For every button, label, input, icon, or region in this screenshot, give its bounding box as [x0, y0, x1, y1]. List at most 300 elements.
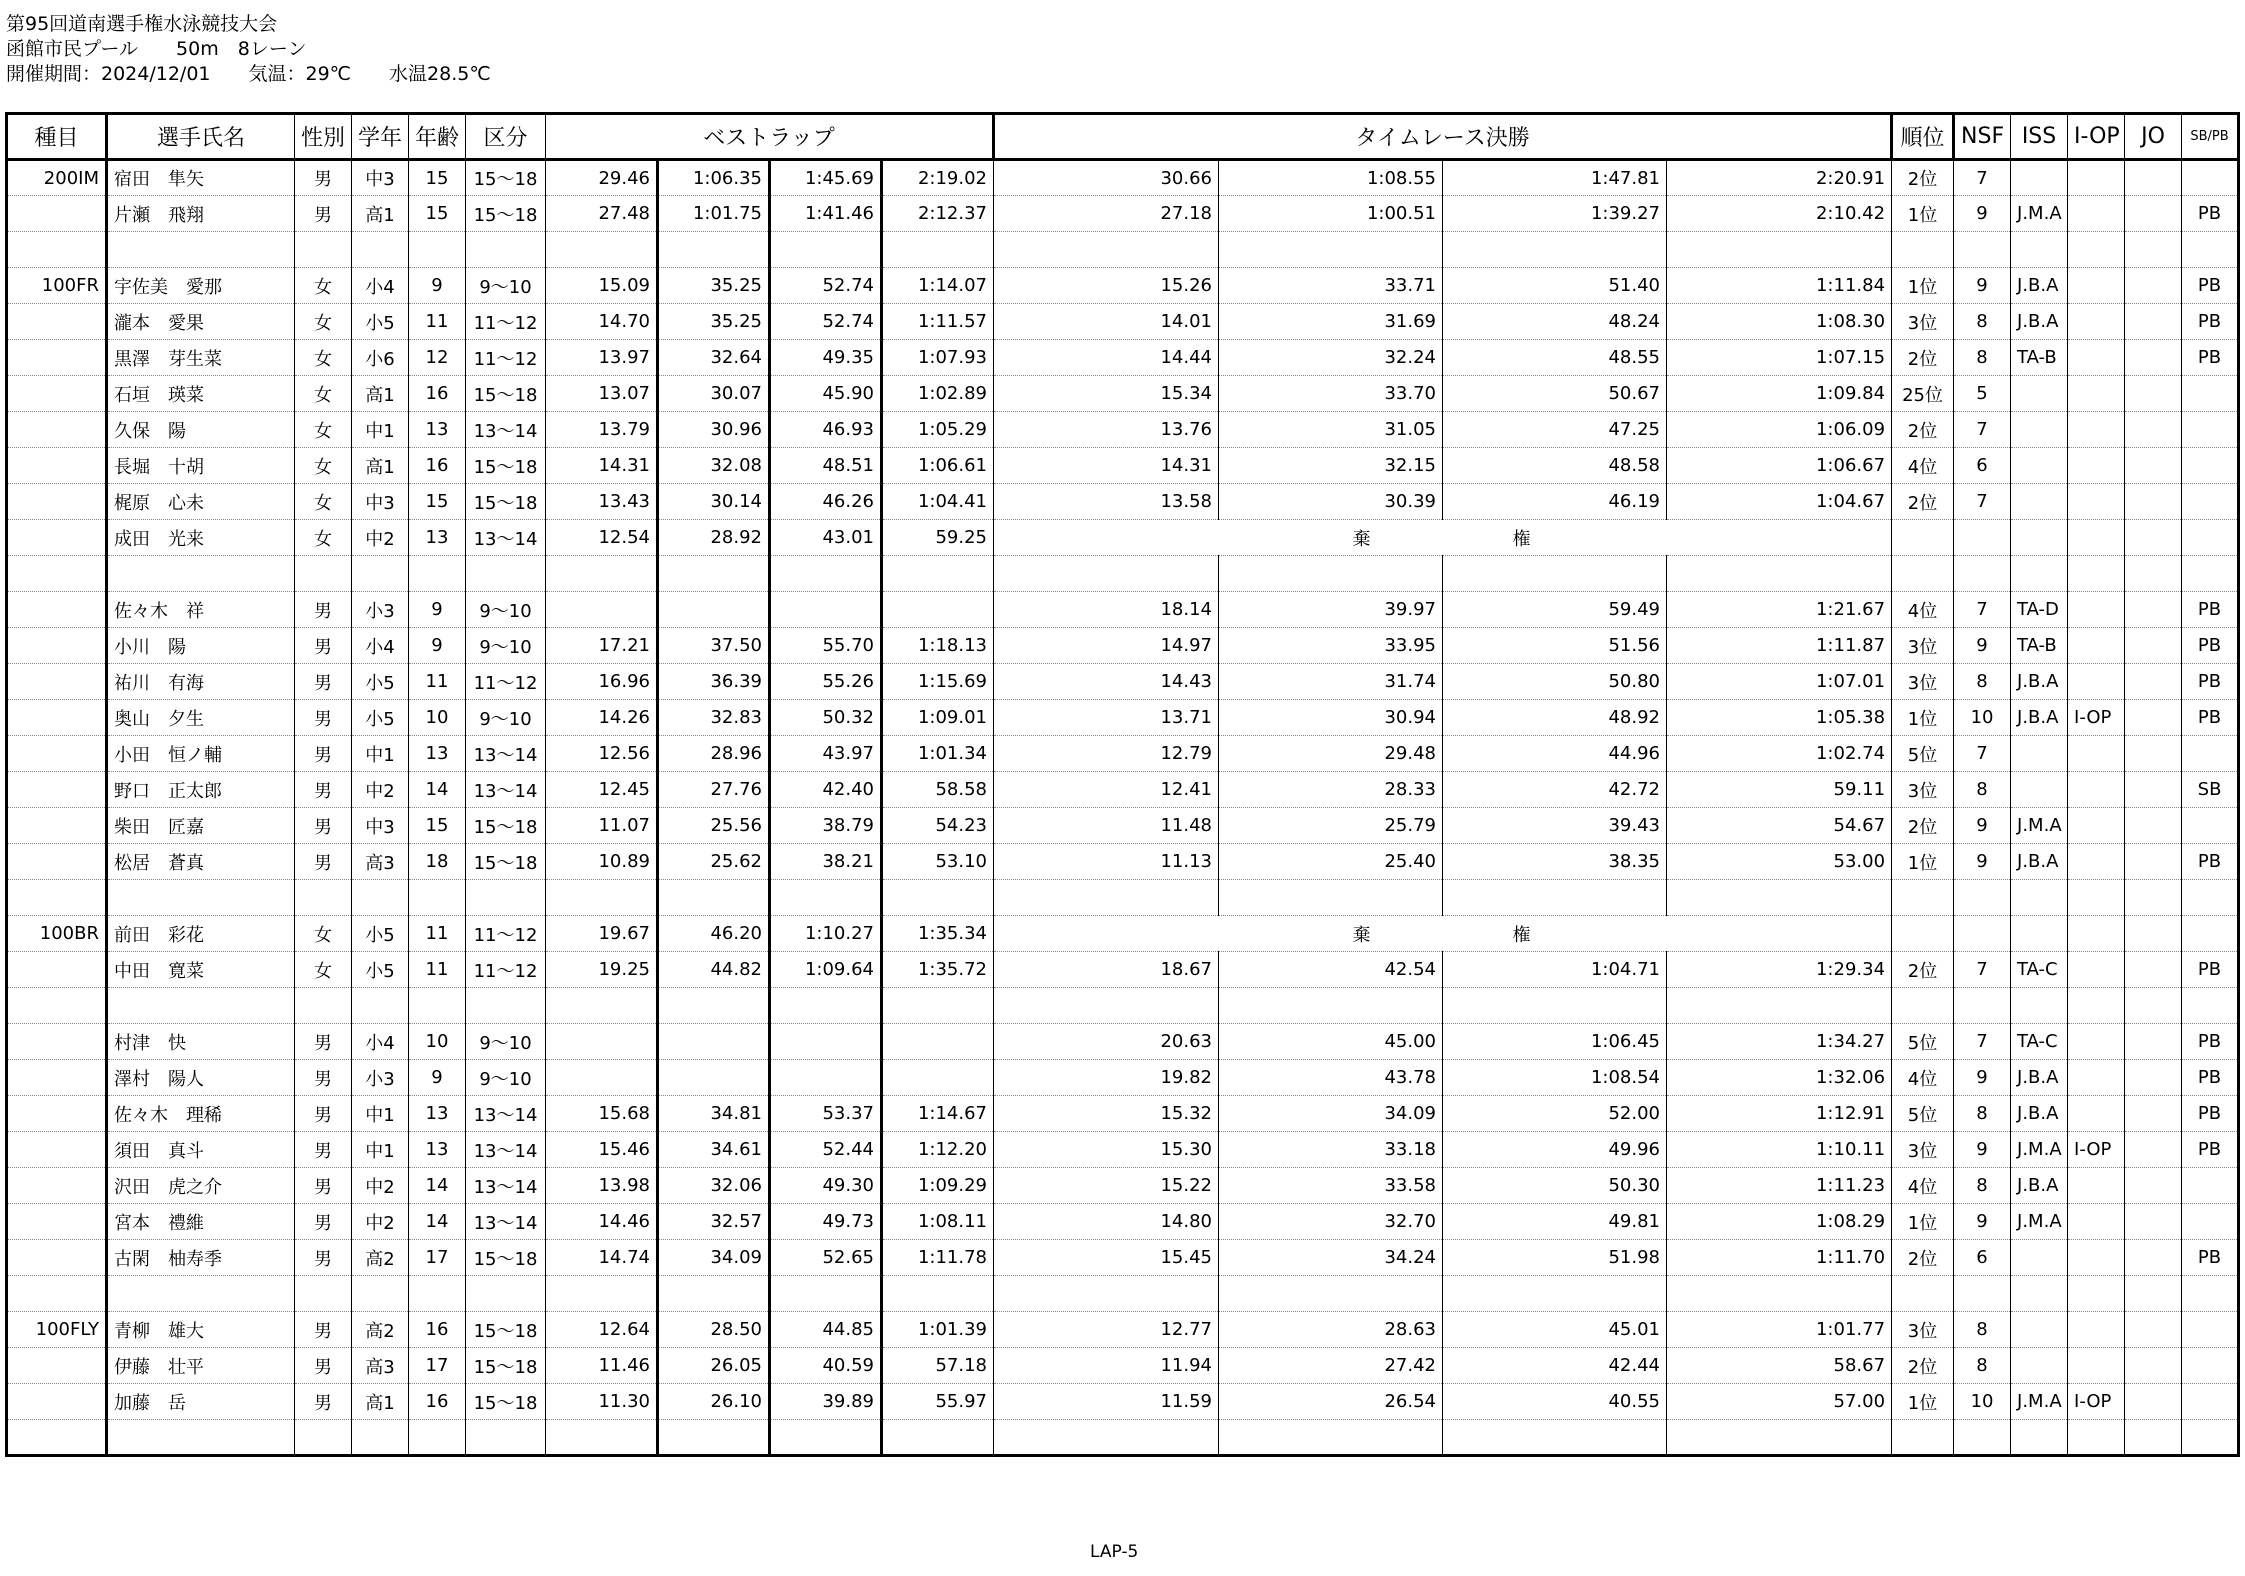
iss-cell: TA-B — [2011, 340, 2068, 376]
nsf-cell: 9 — [1954, 196, 2011, 232]
empty-cell — [107, 232, 295, 268]
iss-cell — [2011, 1348, 2068, 1384]
sbpb-cell: PB — [2182, 1024, 2239, 1060]
jo-cell — [2125, 160, 2182, 196]
rank-cell: 1位 — [1892, 700, 1954, 736]
empty-cell — [2182, 880, 2239, 916]
nsf-cell: 8 — [1954, 1096, 2011, 1132]
empty-cell — [1954, 1276, 2011, 1312]
best-lap-split — [770, 1024, 882, 1060]
empty-cell — [1443, 1276, 1667, 1312]
table-row — [7, 1312, 2239, 1348]
jo-cell — [2125, 1348, 2182, 1384]
empty-cell — [770, 988, 882, 1024]
best-lap-split: 15.68 — [546, 1096, 658, 1132]
final-split: 18.67 — [994, 952, 1219, 988]
iop-cell — [2068, 664, 2125, 700]
empty-cell — [546, 1276, 658, 1312]
sbpb-cell: PB — [2182, 1240, 2239, 1276]
empty-cell — [2182, 988, 2239, 1024]
empty-cell — [770, 1420, 882, 1456]
final-split: 14.31 — [994, 448, 1219, 484]
best-lap-split: 1:09.64 — [770, 952, 882, 988]
table-row — [7, 808, 2239, 844]
results-table — [5, 112, 2240, 1457]
best-lap-split: 15.09 — [546, 268, 658, 304]
jo-cell — [2125, 376, 2182, 412]
best-lap-split: 34.09 — [658, 1240, 770, 1276]
event-cell: 100FLY — [7, 1312, 107, 1348]
table-row — [7, 628, 2239, 664]
final-split: 43.78 — [1219, 1060, 1443, 1096]
age-cell: 11 — [409, 304, 466, 340]
final-split: 15.34 — [994, 376, 1219, 412]
division-cell: 13～14 — [466, 1096, 546, 1132]
sex-cell: 女 — [295, 448, 352, 484]
sbpb-cell — [2182, 520, 2239, 556]
best-lap-split — [658, 1060, 770, 1096]
header-best-lap: ベストラップ — [546, 114, 994, 160]
final-split: 40.55 — [1443, 1384, 1667, 1420]
iop-cell — [2068, 1240, 2125, 1276]
iop-cell — [2068, 196, 2125, 232]
sex-cell: 男 — [295, 592, 352, 628]
sbpb-cell: PB — [2182, 592, 2239, 628]
sbpb-cell — [2182, 1168, 2239, 1204]
age-cell: 15 — [409, 484, 466, 520]
table-row — [7, 1132, 2239, 1168]
table-row — [7, 196, 2239, 232]
nsf-cell: 8 — [1954, 1168, 2011, 1204]
empty-cell — [2068, 880, 2125, 916]
best-lap-split: 12.56 — [546, 736, 658, 772]
age-cell: 10 — [409, 1024, 466, 1060]
jo-cell — [2125, 1096, 2182, 1132]
iop-cell — [2068, 1024, 2125, 1060]
grade-cell: 小4 — [352, 268, 409, 304]
empty-cell — [994, 1276, 1219, 1312]
empty-cell — [770, 556, 882, 592]
iss-cell: J.M.A — [2011, 1384, 2068, 1420]
iop-cell — [2068, 1312, 2125, 1348]
grade-cell: 高3 — [352, 844, 409, 880]
swimmer-name: 中田 寛菜 — [107, 952, 295, 988]
empty-cell — [2068, 988, 2125, 1024]
best-lap-split: 25.62 — [658, 844, 770, 880]
empty-cell — [1443, 880, 1667, 916]
swimmer-name: 石垣 瑛菜 — [107, 376, 295, 412]
age-cell: 12 — [409, 340, 466, 376]
rank-cell — [1892, 520, 1954, 556]
empty-cell — [1219, 556, 1443, 592]
best-lap-split: 1:01.34 — [882, 736, 994, 772]
final-split: 34.24 — [1219, 1240, 1443, 1276]
swimmer-name: 沢田 虎之介 — [107, 1168, 295, 1204]
jo-cell — [2125, 196, 2182, 232]
best-lap-split: 1:10.27 — [770, 916, 882, 952]
best-lap-split: 1:45.69 — [770, 160, 882, 196]
final-split: 31.69 — [1219, 304, 1443, 340]
iss-cell: J.B.A — [2011, 1060, 2068, 1096]
sex-cell: 男 — [295, 1384, 352, 1420]
grade-cell: 中2 — [352, 1204, 409, 1240]
sex-cell: 男 — [295, 736, 352, 772]
sex-cell: 女 — [295, 916, 352, 952]
sex-cell: 女 — [295, 268, 352, 304]
empty-cell — [1892, 1276, 1954, 1312]
empty-cell — [2125, 988, 2182, 1024]
best-lap-split: 35.25 — [658, 268, 770, 304]
jo-cell — [2125, 628, 2182, 664]
rank-cell: 5位 — [1892, 1024, 1954, 1060]
jo-cell — [2125, 340, 2182, 376]
grade-cell: 高1 — [352, 376, 409, 412]
best-lap-split: 40.59 — [770, 1348, 882, 1384]
rank-cell: 1位 — [1892, 1204, 1954, 1240]
empty-cell — [2011, 880, 2068, 916]
iss-cell — [2011, 772, 2068, 808]
best-lap-split: 1:07.93 — [882, 340, 994, 376]
grade-cell: 中1 — [352, 412, 409, 448]
final-split: 1:06.45 — [1443, 1024, 1667, 1060]
best-lap-split: 14.70 — [546, 304, 658, 340]
final-split: 33.71 — [1219, 268, 1443, 304]
best-lap-split: 1:11.57 — [882, 304, 994, 340]
event-cell — [7, 520, 107, 556]
best-lap-split: 48.51 — [770, 448, 882, 484]
blank-row — [7, 1276, 2239, 1312]
iss-cell: J.M.A — [2011, 1132, 2068, 1168]
age-cell: 11 — [409, 664, 466, 700]
division-cell: 13～14 — [466, 1132, 546, 1168]
best-lap-split: 1:18.13 — [882, 628, 994, 664]
swimmer-name: 佐々木 祥 — [107, 592, 295, 628]
grade-cell: 中2 — [352, 520, 409, 556]
best-lap-split — [658, 1024, 770, 1060]
empty-cell — [2011, 1276, 2068, 1312]
final-split: 15.32 — [994, 1096, 1219, 1132]
empty-cell — [107, 1420, 295, 1456]
division-cell: 13～14 — [466, 412, 546, 448]
rank-cell: 2位 — [1892, 412, 1954, 448]
table-header-row — [7, 114, 2239, 160]
sex-cell: 女 — [295, 952, 352, 988]
sex-cell: 男 — [295, 1312, 352, 1348]
empty-cell — [1219, 988, 1443, 1024]
best-lap-split: 11.30 — [546, 1384, 658, 1420]
table-row — [7, 448, 2239, 484]
empty-cell — [2068, 232, 2125, 268]
best-lap-split — [882, 592, 994, 628]
empty-cell — [882, 1420, 994, 1456]
iop-cell — [2068, 412, 2125, 448]
final-split: 13.58 — [994, 484, 1219, 520]
best-lap-split: 58.58 — [882, 772, 994, 808]
best-lap-split: 36.39 — [658, 664, 770, 700]
empty-cell — [466, 232, 546, 268]
sbpb-cell: PB — [2182, 628, 2239, 664]
iss-cell: J.M.A — [2011, 808, 2068, 844]
best-lap-split: 46.20 — [658, 916, 770, 952]
header-swimmer-name: 選手氏名 — [107, 114, 295, 160]
sbpb-cell: PB — [2182, 664, 2239, 700]
table-row — [7, 412, 2239, 448]
sbpb-cell: PB — [2182, 1096, 2239, 1132]
final-split: 14.97 — [994, 628, 1219, 664]
table-row — [7, 952, 2239, 988]
jo-cell — [2125, 412, 2182, 448]
final-split: 12.77 — [994, 1312, 1219, 1348]
table-row — [7, 1204, 2239, 1240]
final-split: 13.71 — [994, 700, 1219, 736]
table-row — [7, 1168, 2239, 1204]
iop-cell — [2068, 520, 2125, 556]
rank-cell: 2位 — [1892, 484, 1954, 520]
best-lap-split: 13.43 — [546, 484, 658, 520]
division-cell: 13～14 — [466, 1168, 546, 1204]
event-cell — [7, 1384, 107, 1420]
best-lap-split: 49.35 — [770, 340, 882, 376]
table-row — [7, 484, 2239, 520]
empty-cell — [1892, 1420, 1954, 1456]
event-cell — [7, 340, 107, 376]
final-split: 48.55 — [1443, 340, 1667, 376]
jo-cell — [2125, 1060, 2182, 1096]
empty-cell — [1219, 1420, 1443, 1456]
swimmer-name: 梶原 心未 — [107, 484, 295, 520]
grade-cell: 中2 — [352, 772, 409, 808]
event-cell — [7, 448, 107, 484]
rank-cell: 2位 — [1892, 808, 1954, 844]
empty-cell — [2068, 1276, 2125, 1312]
grade-cell: 小4 — [352, 1024, 409, 1060]
sex-cell: 男 — [295, 1132, 352, 1168]
best-lap-split: 57.18 — [882, 1348, 994, 1384]
table-row — [7, 520, 2239, 556]
iop-cell — [2068, 736, 2125, 772]
best-lap-split: 55.97 — [882, 1384, 994, 1420]
best-lap-split: 1:14.67 — [882, 1096, 994, 1132]
best-lap-split: 46.26 — [770, 484, 882, 520]
swimmer-name: 前田 彩花 — [107, 916, 295, 952]
final-split: 1:29.34 — [1667, 952, 1892, 988]
nsf-cell: 8 — [1954, 772, 2011, 808]
empty-cell — [2125, 880, 2182, 916]
nsf-cell: 9 — [1954, 268, 2011, 304]
division-cell: 11～12 — [466, 916, 546, 952]
jo-cell — [2125, 268, 2182, 304]
empty-cell — [107, 988, 295, 1024]
final-split: 14.44 — [994, 340, 1219, 376]
best-lap-split: 1:02.89 — [882, 376, 994, 412]
empty-cell — [994, 556, 1219, 592]
table-row — [7, 772, 2239, 808]
best-lap-split: 12.54 — [546, 520, 658, 556]
best-lap-split: 43.97 — [770, 736, 882, 772]
sbpb-cell: PB — [2182, 952, 2239, 988]
final-split: 1:06.67 — [1667, 448, 1892, 484]
sbpb-cell — [2182, 916, 2239, 952]
iss-cell: TA-B — [2011, 628, 2068, 664]
nsf-cell: 7 — [1954, 952, 2011, 988]
age-cell: 18 — [409, 844, 466, 880]
best-lap-split: 32.83 — [658, 700, 770, 736]
final-split: 1:05.38 — [1667, 700, 1892, 736]
iop-cell — [2068, 484, 2125, 520]
final-split: 51.98 — [1443, 1240, 1667, 1276]
best-lap-split: 17.21 — [546, 628, 658, 664]
empty-cell — [1219, 1276, 1443, 1312]
final-split: 14.01 — [994, 304, 1219, 340]
rank-cell: 1位 — [1892, 844, 1954, 880]
document-header — [6, 12, 491, 87]
final-split: 42.72 — [1443, 772, 1667, 808]
empty-cell — [466, 988, 546, 1024]
empty-cell — [107, 556, 295, 592]
final-split: 1:00.51 — [1219, 196, 1443, 232]
empty-cell — [2125, 1420, 2182, 1456]
best-lap-split: 13.98 — [546, 1168, 658, 1204]
iss-cell: J.B.A — [2011, 700, 2068, 736]
jo-cell — [2125, 772, 2182, 808]
swimmer-name: 小田 恒ノ輔 — [107, 736, 295, 772]
event-cell — [7, 952, 107, 988]
empty-cell — [295, 988, 352, 1024]
final-split: 33.95 — [1219, 628, 1443, 664]
best-lap-split: 32.08 — [658, 448, 770, 484]
empty-cell — [107, 1276, 295, 1312]
empty-cell — [1443, 556, 1667, 592]
best-lap-split: 14.74 — [546, 1240, 658, 1276]
best-lap-split: 30.14 — [658, 484, 770, 520]
empty-cell — [1667, 880, 1892, 916]
rank-cell: 3位 — [1892, 664, 1954, 700]
empty-cell — [770, 880, 882, 916]
empty-cell — [1219, 232, 1443, 268]
final-split: 34.09 — [1219, 1096, 1443, 1132]
nsf-cell: 9 — [1954, 844, 2011, 880]
jo-cell — [2125, 520, 2182, 556]
final-split: 45.00 — [1219, 1024, 1443, 1060]
empty-cell — [1954, 988, 2011, 1024]
empty-cell — [1443, 1420, 1667, 1456]
best-lap-split: 1:09.29 — [882, 1168, 994, 1204]
table-row — [7, 1096, 2239, 1132]
rank-cell: 25位 — [1892, 376, 1954, 412]
rank-cell: 4位 — [1892, 1060, 1954, 1096]
final-split: 26.54 — [1219, 1384, 1443, 1420]
rank-cell: 3位 — [1892, 1312, 1954, 1348]
nsf-cell — [1954, 520, 2011, 556]
best-lap-split: 34.81 — [658, 1096, 770, 1132]
age-cell: 11 — [409, 952, 466, 988]
event-cell — [7, 772, 107, 808]
event-cell — [7, 700, 107, 736]
sex-cell: 男 — [295, 1348, 352, 1384]
final-split: 2:10.42 — [1667, 196, 1892, 232]
best-lap-split: 19.25 — [546, 952, 658, 988]
final-split: 57.00 — [1667, 1384, 1892, 1420]
sbpb-cell: PB — [2182, 268, 2239, 304]
empty-cell — [658, 988, 770, 1024]
sex-cell: 女 — [295, 304, 352, 340]
age-cell: 13 — [409, 520, 466, 556]
final-split: 25.40 — [1219, 844, 1443, 880]
best-lap-split: 50.32 — [770, 700, 882, 736]
best-lap-split: 44.82 — [658, 952, 770, 988]
sbpb-cell: PB — [2182, 304, 2239, 340]
final-split: 18.14 — [994, 592, 1219, 628]
empty-cell — [1667, 1276, 1892, 1312]
final-split: 31.74 — [1219, 664, 1443, 700]
empty-cell — [295, 1276, 352, 1312]
final-split: 11.13 — [994, 844, 1219, 880]
empty-cell — [882, 556, 994, 592]
final-split: 30.39 — [1219, 484, 1443, 520]
sex-cell: 女 — [295, 340, 352, 376]
iss-cell — [2011, 1240, 2068, 1276]
division-cell: 9～10 — [466, 700, 546, 736]
iss-cell: TA-D — [2011, 592, 2068, 628]
sex-cell: 女 — [295, 376, 352, 412]
final-split: 32.70 — [1219, 1204, 1443, 1240]
header-event: 種目 — [7, 114, 107, 160]
empty-cell — [2011, 1420, 2068, 1456]
sex-cell: 男 — [295, 628, 352, 664]
best-lap-split: 26.05 — [658, 1348, 770, 1384]
sex-cell: 男 — [295, 700, 352, 736]
division-cell: 15～18 — [466, 1312, 546, 1348]
empty-cell — [2068, 556, 2125, 592]
grade-cell: 中1 — [352, 736, 409, 772]
division-cell: 9～10 — [466, 268, 546, 304]
header-iss: ISS — [2011, 114, 2068, 160]
sex-cell: 男 — [295, 1060, 352, 1096]
final-split: 45.01 — [1443, 1312, 1667, 1348]
nsf-cell: 6 — [1954, 1240, 2011, 1276]
best-lap-split: 1:09.01 — [882, 700, 994, 736]
event-cell: 200IM — [7, 160, 107, 196]
table-row — [7, 1024, 2239, 1060]
event-cell: 100BR — [7, 916, 107, 952]
abstain-char-1: 棄 — [1352, 528, 1373, 550]
empty-cell — [409, 556, 466, 592]
jo-cell — [2125, 1168, 2182, 1204]
grade-cell: 小5 — [352, 700, 409, 736]
iss-cell — [2011, 448, 2068, 484]
nsf-cell: 9 — [1954, 1132, 2011, 1168]
final-split: 19.82 — [994, 1060, 1219, 1096]
sex-cell: 女 — [295, 520, 352, 556]
empty-cell — [352, 1276, 409, 1312]
iss-cell — [2011, 484, 2068, 520]
swimmer-name: 佐々木 理稀 — [107, 1096, 295, 1132]
final-split: 1:08.54 — [1443, 1060, 1667, 1096]
empty-cell — [994, 1420, 1219, 1456]
sbpb-cell — [2182, 448, 2239, 484]
header-rank: 順位 — [1892, 114, 1954, 160]
final-split: 1:11.70 — [1667, 1240, 1892, 1276]
best-lap-split: 13.79 — [546, 412, 658, 448]
final-split: 59.49 — [1443, 592, 1667, 628]
division-cell: 15～18 — [466, 1348, 546, 1384]
final-split: 51.40 — [1443, 268, 1667, 304]
iss-cell: J.M.A — [2011, 196, 2068, 232]
best-lap-split — [546, 1024, 658, 1060]
final-split: 46.19 — [1443, 484, 1667, 520]
nsf-cell: 7 — [1954, 736, 2011, 772]
division-cell: 15～18 — [466, 484, 546, 520]
